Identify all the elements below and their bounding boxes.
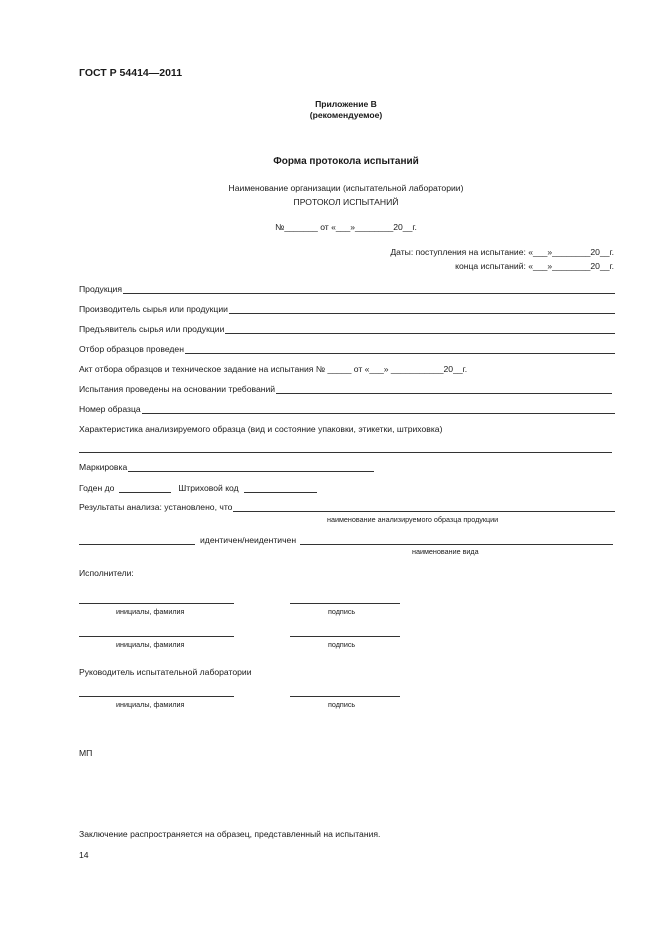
head-of-lab-label: Руководитель испытательной лаборатории <box>79 667 252 677</box>
product-label: Продукция <box>79 284 122 294</box>
barcode-label: Штриховой код <box>178 483 239 493</box>
executor-2-name-field[interactable] <box>79 636 234 637</box>
marking-label: Маркировка <box>79 462 128 472</box>
marking-field[interactable] <box>128 463 374 472</box>
manufacturer-row <box>79 304 615 314</box>
sampling-label: Отбор образцов проведен <box>79 344 184 354</box>
sampling-field[interactable] <box>185 345 615 354</box>
presenter-field[interactable] <box>225 325 615 334</box>
organization-name: Наименование организации (испытательной лаборатории) <box>228 183 464 193</box>
head-sign-caption: подпись <box>328 700 356 709</box>
date-end: конца испытаний: «___»________20__г. <box>455 261 614 271</box>
appendix-subtitle: (рекомендуемое) <box>309 110 383 120</box>
identical-kind-field[interactable] <box>300 536 613 545</box>
results-field[interactable] <box>233 503 615 512</box>
act-row <box>79 364 467 374</box>
executor-2-sign-caption: подпись <box>328 640 356 649</box>
barcode-field[interactable] <box>244 484 317 493</box>
results-label: Результаты анализа: установлено, что <box>79 502 233 512</box>
page-number: 14 <box>79 850 89 860</box>
characteristic-field[interactable] <box>79 452 612 453</box>
executor-2-name-caption: инициалы, фамилия <box>116 640 185 649</box>
product-row <box>79 284 615 294</box>
characteristic-label: Характеристика анализируемого образца (вид и состояние упаковки, этикетки, штриховка) <box>79 424 443 434</box>
identical-subject-field[interactable] <box>79 536 195 545</box>
basis-row <box>79 384 612 394</box>
standard-number: ГОСТ Р 54414—2011 <box>79 67 183 79</box>
protocol-number: №_______ от «___»________20__г. <box>275 222 417 232</box>
sampling-row <box>79 344 615 354</box>
identical-caption: наименование вида <box>412 547 479 556</box>
manufacturer-label: Производитель сырья или продукции <box>79 304 228 314</box>
sample-number-field[interactable] <box>142 405 615 414</box>
act-label: Акт отбора образцов и техническое задание на испытания № _____ от «___» ___________20__г. <box>79 364 468 374</box>
sample-number-row <box>79 404 615 414</box>
product-field[interactable] <box>123 285 615 294</box>
characteristic-row <box>79 424 442 434</box>
results-caption: наименование анализируемого образца продукции <box>327 515 499 524</box>
valid-until-field[interactable] <box>119 484 171 493</box>
executors-label: Исполнители: <box>79 568 134 578</box>
head-sign-field[interactable] <box>290 696 400 697</box>
presenter-label: Предъявитель сырья или продукции <box>79 324 225 334</box>
executor-1-name-field[interactable] <box>79 603 234 604</box>
manufacturer-field[interactable] <box>229 305 615 314</box>
executor-1-name-caption: инициалы, фамилия <box>116 607 185 616</box>
head-name-field[interactable] <box>79 696 234 697</box>
head-name-caption: инициалы, фамилия <box>116 700 185 709</box>
results-row <box>79 502 615 512</box>
date-received: Даты: поступления на испытание: «___»________20__г. <box>390 247 614 257</box>
appendix-title: Приложение В <box>315 99 377 109</box>
identical-label: идентичен/неидентичен <box>200 535 297 545</box>
executor-1-sign-caption: подпись <box>328 607 356 616</box>
sample-number-label: Номер образца <box>79 404 141 414</box>
basis-label: Испытания проведены на основании требований <box>79 384 276 394</box>
protocol-title: ПРОТОКОЛ ИСПЫТАНИЙ <box>293 197 399 207</box>
marking-row <box>79 462 374 472</box>
conclusion-text: Заключение распространяется на образец, представленный на испытания. <box>79 829 381 839</box>
stamp-label: МП <box>79 748 93 758</box>
executor-2-sign-field[interactable] <box>290 636 400 637</box>
valid-until-label: Годен до <box>79 483 115 493</box>
form-title: Форма протокола испытаний <box>273 156 419 167</box>
identical-row <box>79 535 613 545</box>
basis-field[interactable] <box>276 385 612 394</box>
executor-1-sign-field[interactable] <box>290 603 400 604</box>
presenter-row <box>79 324 615 334</box>
valid-until-row <box>79 483 317 493</box>
